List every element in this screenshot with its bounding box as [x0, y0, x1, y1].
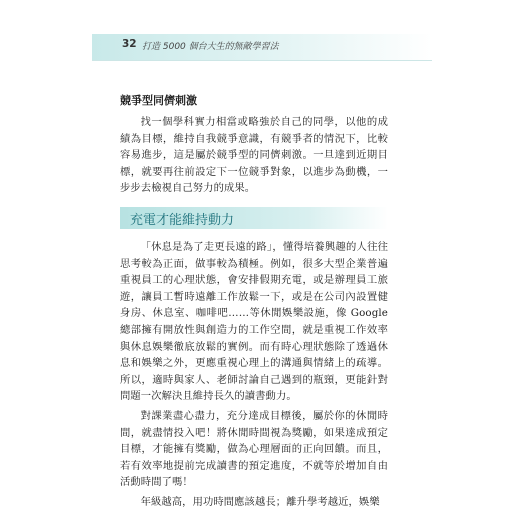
page-body — [120, 92, 388, 510]
page-number: 32 — [122, 38, 137, 50]
paragraph-leisure-reward: 對課業盡心盡力，充分達成目標後，屬於你的休閒時間，就盡情投入吧！將休閒時間視為獎勵，如果達成預定目標，才能擁有獎勵，做為心理層面的正向回饋。而且，若有效率地提前完成讀書的預定進度，不就等於增加自由活動時間了嗎！ — [120, 409, 388, 489]
running-title: 打造 5000 個台大生的無敵學習法 — [142, 42, 279, 52]
paragraph-rest-and-recharge: 「休息是為了走更長遠的路」，懂得培養興趣的人往往思考較為正面，做事較為積極。例如，很多大型企業普遍重視員工的心理狀態，會安排假期充電，或是辦理員工旅遊，讓員工暫時遠離工作放鬆一下，或是在公司內設置健身房、休息室、咖啡吧……等休閒娛樂設施，像 Google 總部擁有開放性與創造力的工作空間，就是重視工作效率與休息娛樂徹底放鬆的實例。而有時心理狀態除了透過休息和娛樂之外，更應重視心理上的溝通與情緒上的疏導。所以，適時與家人、老師討論自己遇到的瓶頸，更能針對問題一次解決且維持長久的讀書動力。 — [120, 240, 388, 403]
paragraph-study-time: 年級越高，用功時間應該越長；離升學考越近，娛樂 — [140, 495, 380, 508]
section-title: 充電才能維持動力 — [130, 212, 235, 228]
paragraph-peer-competition: 找一個學科實力相當或略強於自己的同學，以他的成績為目標，維持自我競爭意識，有競爭者的情況下，比較容易進步，這是屬於競爭型的同儕刺激。一旦達到近期目標，就要再往前設定下一位競爭對象，以進步為動機，一步步去檢視自己努力的成果。 — [120, 116, 388, 195]
running-header — [92, 34, 432, 61]
section-heading-bar — [120, 207, 388, 229]
subheading-peer-competition: 競爭型同儕刺激 — [120, 94, 197, 107]
